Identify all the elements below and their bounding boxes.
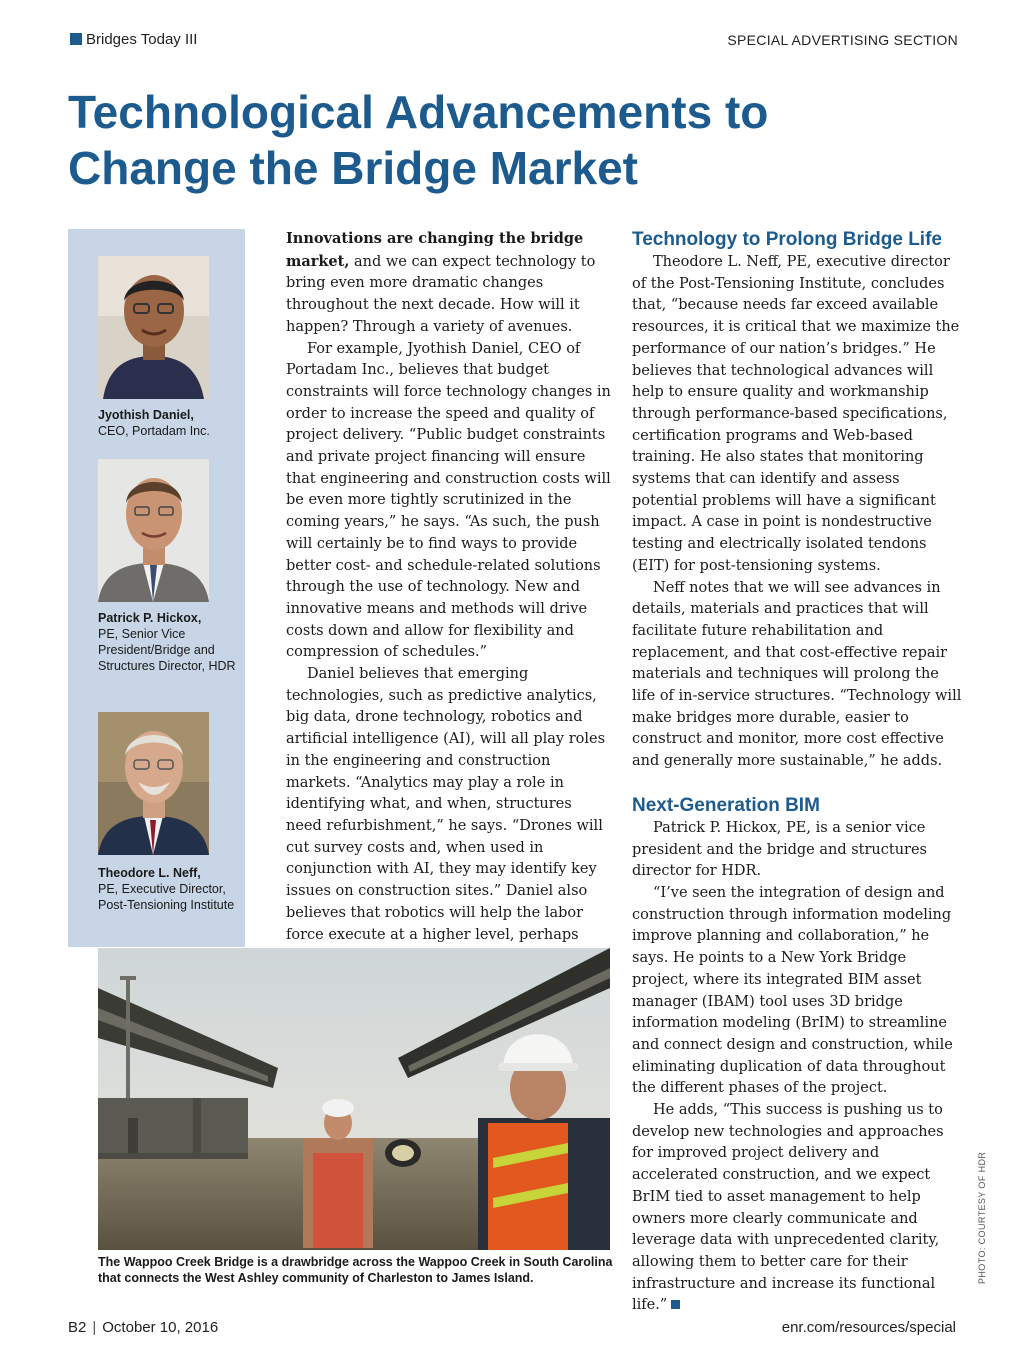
intro-paragraph xyxy=(286,228,612,339)
paragraph-hickox-3 xyxy=(632,1100,962,1317)
issue-date: October 10, 2016 xyxy=(102,1319,219,1336)
caption-theodore-neff xyxy=(98,865,238,913)
person-role: PE, Executive Director, Post-Tensioning Institute xyxy=(98,882,235,912)
person-name: Jyothish Daniel, xyxy=(98,408,194,422)
subheading-prolong-bridge-life: Technology to Prolong Bridge Life xyxy=(632,229,942,250)
person-role: PE, Senior Vice President/Bridge and Structures Director, HDR xyxy=(98,627,236,673)
paragraph-daniel-technologies: Daniel believes that emerging technologies, such as predictive analytics, big data, drone technology, robotics and artificial intelligence (AI), will all play roles in the engineering and construction markets. “Analytics may play a role in identifying what, and when, structures need refurbishment,” he says. “Drones will cut survey costs and, when used in conjunction with AI, they may identify key issues on construction sites.” Daniel also believes that robotics will help the labor force execute at a higher level, perhaps xyxy=(286,666,606,943)
title-line-1: Technological Advancements to xyxy=(68,86,769,138)
section-name: Bridges Today III xyxy=(86,31,198,48)
section-square-icon xyxy=(70,33,82,45)
person-role: CEO, Portadam Inc. xyxy=(98,424,210,438)
bridge-photo xyxy=(98,948,610,1250)
intro-text: and we can expect technology to bring even more dramatic changes throughout the next decade. How will it happen? Through a variety of avenues. xyxy=(286,253,596,335)
article-column-1 xyxy=(286,228,612,990)
person-name: Theodore L. Neff, xyxy=(98,866,201,880)
paragraph-hickox-2: “I’ve seen the integration of design and construction through information modeling improve planning and collaboration,” he says. He points to a New York Bridge project, where its integrated BIM asset manager (IBAM) tool uses 3D bridge information modeling (BrIM) to streamline and connect design and construction, while eliminating duplication of data throughout the different phases of the project. xyxy=(632,884,953,1097)
photo-caption: The Wappoo Creek Bridge is a drawbridge across the Wappoo Creek in South Carolina that connects the West Ashley community of Charleston to James Island. xyxy=(98,1255,613,1285)
paragraph-hickox-1: Patrick P. Hickox, PE, is a senior vice president and the bridge and structures director for HDR. xyxy=(632,819,927,880)
intro-lead: Innovations are changing the bridge market, xyxy=(286,230,584,270)
footer-left xyxy=(68,1319,218,1336)
paragraph-daniel-budget: For example, Jyothish Daniel, CEO of Portadam Inc., believes that budget constraints will force technology changes in order to increase the speed and quality of project delivery. “Public budget constraints and private project financing will ensure that engineering and construction costs will be even more tightly scrutinized in the coming years,” he says. “As such, the push will certainly be to find ways to provide better cost- and schedule-related solutions through the use of technology. New and innovative means and methods will drive costs down and allow for flexibility and compression of schedules.” xyxy=(286,340,611,661)
page-number: B2 xyxy=(68,1319,87,1336)
subheading-next-generation-bim: Next-Generation BIM xyxy=(632,794,820,816)
caption-patrick-hickox xyxy=(98,610,238,674)
portrait-jyothish-daniel xyxy=(98,256,209,399)
end-mark-icon xyxy=(671,1300,680,1309)
portrait-theodore-neff xyxy=(98,712,209,855)
sidebar-panel xyxy=(68,229,245,947)
footer-url: enr.com/resources/special xyxy=(781,1319,956,1336)
caption-jyothish-daniel xyxy=(98,407,238,439)
section-header xyxy=(70,31,197,48)
advertising-label: SPECIAL ADVERTISING SECTION xyxy=(727,32,958,48)
article-column-2 xyxy=(632,228,962,1317)
paragraph-neff-1: Theodore L. Neff, PE, executive director of the Post-Tensioning Institute, concludes that, “because needs far exceed available resources, it is critical that we maximize the performance of our nation’s bridges.” He believes that technological advances will help to ensure quality and workmanship through performance-based specifications, certification programs and Web-based training. He also states that monitoring systems that can identify and assess potential problems will have a significant impact. A case in point is nondestructive testing and electrically isolated tendons (EIT) for post-tensioning systems. xyxy=(632,254,960,574)
footer-separator: | xyxy=(92,1319,97,1336)
article-title xyxy=(68,84,948,196)
photo-credit: PHOTO: COURTESY OF HDR xyxy=(977,1151,987,1284)
title-line-2: Change the Bridge Market xyxy=(68,142,638,194)
portrait-patrick-hickox xyxy=(98,459,209,602)
person-name: Patrick P. Hickox, xyxy=(98,611,202,625)
paragraph-neff-2: Neff notes that we will see advances in details, materials and practices that will facilitate future rehabilitation and replacement, and that cost-effective repair materials and techniques will prolong the life of in-service structures. “Technology will make bridges more durable, easier to construct and monitor, more cost effective and generally more sustainable,” he adds. xyxy=(632,579,962,770)
paragraph-hickox-3-text: He adds, “This success is pushing us to develop new technologies and approaches for improved project delivery and accelerated construction, and we expect BrIM tied to asset management to help owners more clearly communicate and leverage data with unprecedented clarity, allowing them to better care for their infrastructure and increase its functional life.” xyxy=(632,1102,944,1314)
